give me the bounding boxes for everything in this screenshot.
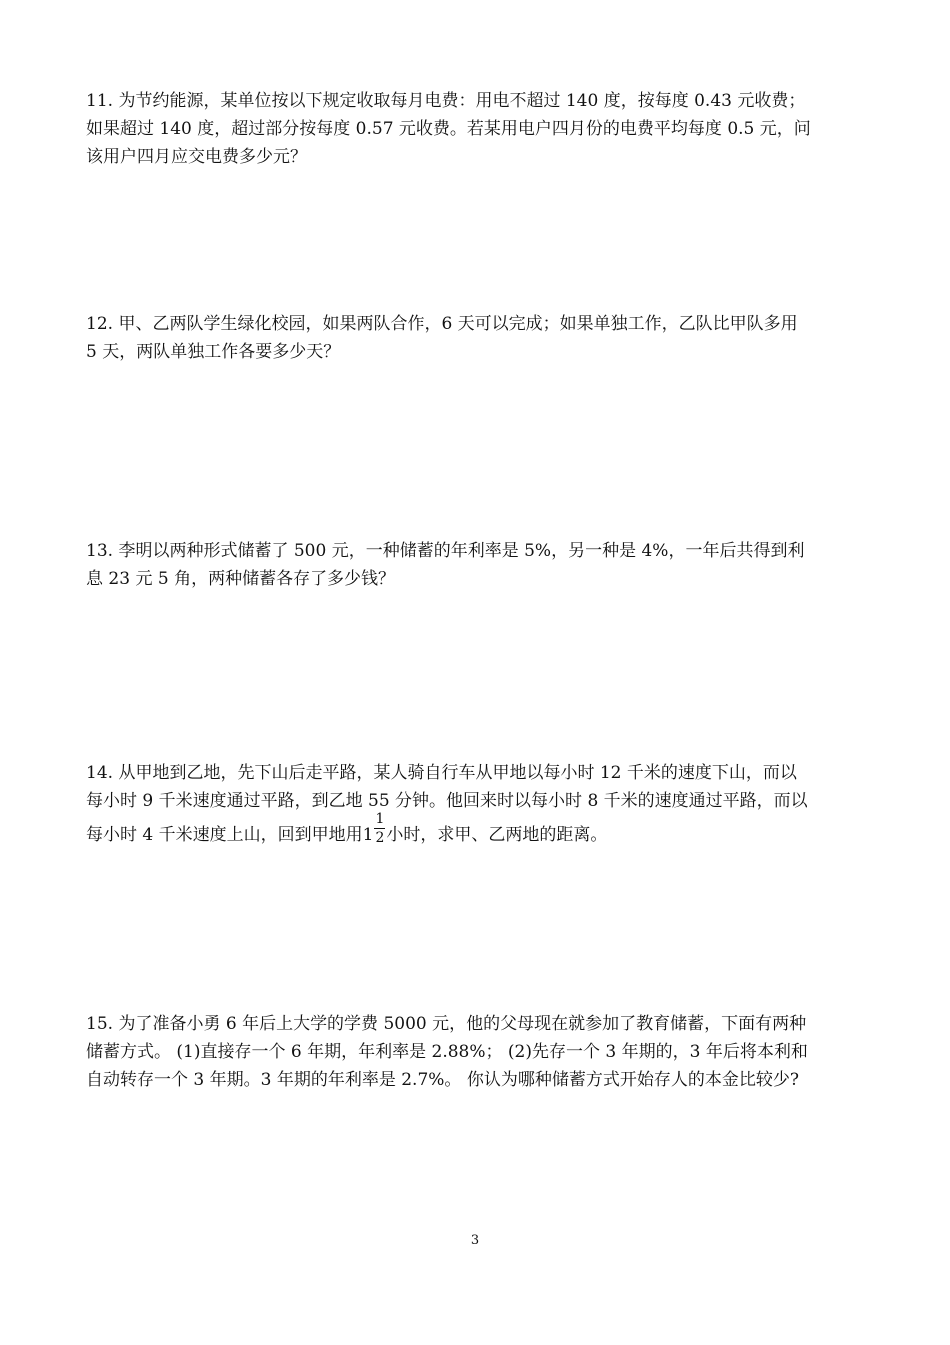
problem-15-line-2: 储蓄方式。 (1)直接存一个 6 年期，年利率是 2.88%； (2)先存一个 3 年期的，3 年后将本利和 <box>86 1042 808 1062</box>
problem-12-line-2: 5 天，两队单独工作各要多少天？ <box>86 342 341 362</box>
problem-11 <box>86 87 874 171</box>
problem-14 <box>86 759 874 849</box>
problem-15-line-1: 15. 为了准备小勇 6 年后上大学的学费 5000 元，他的父母现在就参加了教育储蓄，下面有两种 <box>86 1014 807 1034</box>
page-number: 3 <box>470 1233 480 1248</box>
problem-11-line-3: 该用户四月应交电费多少元？ <box>86 147 307 167</box>
problem-14-line-2: 每小时 9 千米速度通过平路，到乙地 55 分钟。他回来时以每小时 8 千米的速度通过平路，而以 <box>86 791 808 811</box>
problem-14-line-1: 14. 从甲地到乙地，先下山后走平路，某人骑自行车从甲地以每小时 12 千米的速度下山，而以 <box>86 763 797 783</box>
fraction <box>374 812 385 845</box>
mixed-number-whole: 1 <box>362 825 374 845</box>
fraction-numerator: 1 <box>375 811 385 827</box>
problem-11-line-2: 如果超过 140 度，超过部分按每度 0.57 元收费。若某用电户四月份的电费平均每度 0.5 元，问 <box>86 119 811 139</box>
problem-12 <box>86 310 874 366</box>
problem-13 <box>86 537 874 593</box>
problem-13-line-1: 13. 李明以两种形式储蓄了 500 元，一种储蓄的年利率是 5%，另一种是 4%，一年后共得到利 <box>86 541 805 561</box>
problem-15-line-3: 自动转存一个 3 年期。3 年期的年利率是 2.7%。 你认为哪种储蓄方式开始存人的本金比较少? <box>86 1070 799 1090</box>
problem-14-line-3 <box>86 811 874 849</box>
problem-13-line-2: 息 23 元 5 角，两种储蓄各存了多少钱？ <box>86 569 396 589</box>
problem-14-line-3-before: 每小时 4 千米速度上山，回到甲地用 <box>86 825 363 845</box>
problem-12-line-1: 12. 甲、乙两队学生绿化校园，如果两队合作，6 天可以完成；如果单独工作，乙队比甲队多用 <box>86 314 798 334</box>
problem-11-line-1: 11. 为节约能源，某单位按以下规定收取每月电费：用电不超过 140 度，按每度 0.43 元收费； <box>86 91 806 111</box>
fraction-denominator: 2 <box>375 830 385 846</box>
problem-15 <box>86 1010 874 1094</box>
problem-14-line-3-after: 小时，求甲、乙两地的距离。 <box>386 825 608 845</box>
